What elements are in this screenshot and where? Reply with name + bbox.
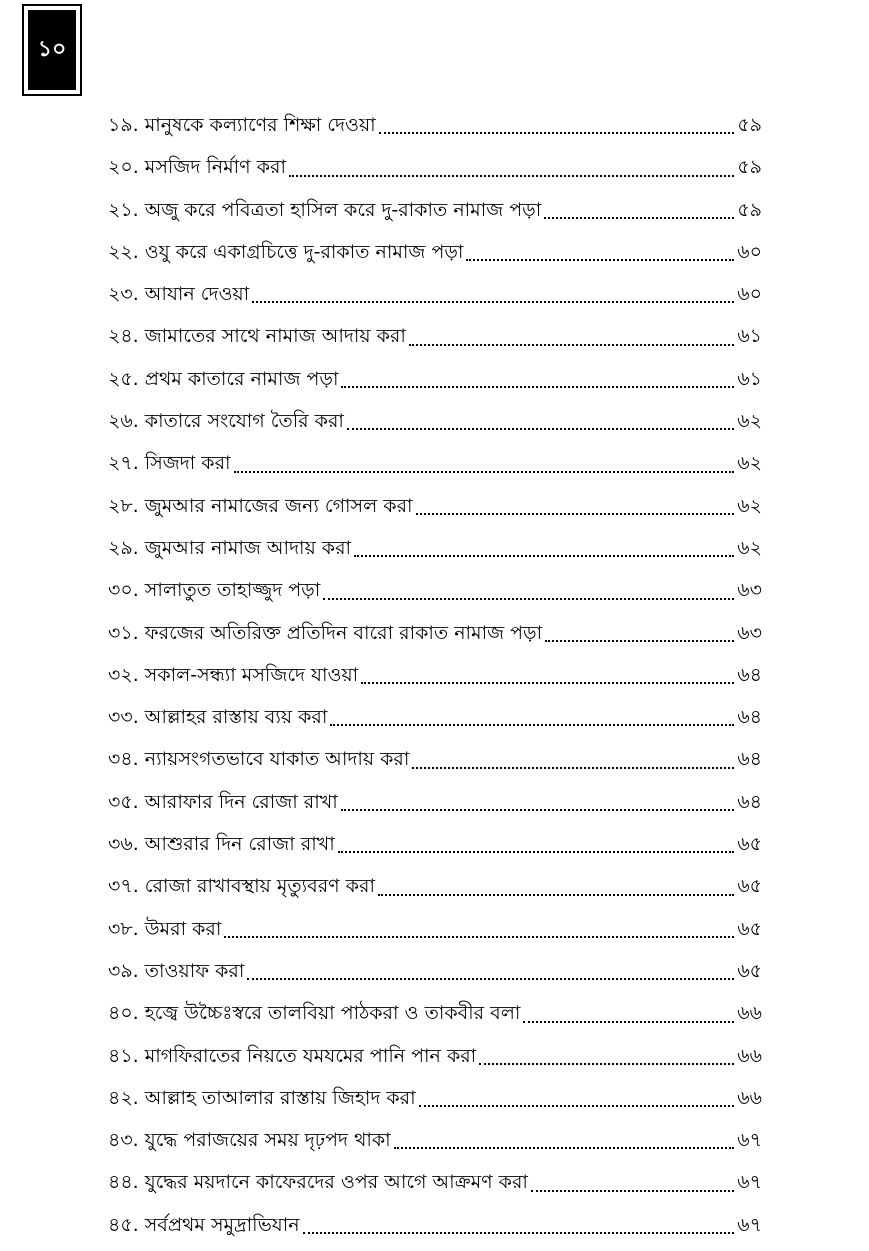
toc-entry[interactable] (108, 908, 762, 950)
dot-leader (379, 132, 735, 134)
toc-entry[interactable] (108, 442, 762, 484)
toc-entry[interactable] (108, 1204, 762, 1246)
toc-entry-title: ২৩. আযান দেওয়া (108, 283, 250, 306)
dot-leader (409, 344, 734, 346)
toc-entry-title: ৪৩. যুদ্ধে পরাজয়ের সময় দৃঢ়পদ থাকা (108, 1129, 391, 1152)
toc-entry-page: ৬০ (737, 240, 762, 263)
toc-entry-page: ৬২ (737, 410, 762, 433)
dot-leader (361, 682, 734, 684)
toc-entry-page: ৬৭ (737, 1129, 762, 1152)
toc-entry-title: ৩৬. আশুরার দিন রোজা রাখা (108, 833, 335, 856)
toc-entry[interactable] (108, 823, 762, 865)
toc-entry-title: ৩৮. উমরা করা (108, 917, 222, 940)
toc-entry-page: ৬৬ (737, 1086, 762, 1109)
toc-entry-title: ৪২. আল্লাহ তাআলার রাস্তায় জিহাদ করা (108, 1086, 416, 1109)
toc-entry-title: ২৭. সিজদা করা (108, 452, 231, 475)
toc-entry-page: ৬৫ (737, 833, 762, 856)
dot-leader (479, 1063, 734, 1065)
dot-leader (412, 767, 734, 769)
toc-entry-title: ২১. অজু করে পবিত্রতা হাসিল করে দু-রাকাত নামাজ পড়া (108, 198, 542, 221)
toc-entry-title: ২২. ওযু করে একাগ্রচিত্তে দু-রাকাত নামাজ পড়া (108, 240, 464, 263)
toc-entry-title: ২৪. জামাতের সাথে নামাজ আদায় করা (108, 325, 406, 348)
toc-entry[interactable] (108, 146, 762, 188)
toc-entry-title: ৩৩. আল্লাহর রাস্তায় ব্যয় করা (108, 706, 328, 729)
toc-entry-title: ৩৯. তাওয়াফ করা (108, 959, 245, 982)
toc-entry-title: ৩১. ফরজের অতিরিক্ত প্রতিদিন বারো রাকাত নামাজ পড়া (108, 621, 543, 644)
dot-leader (416, 513, 735, 515)
toc-entry[interactable] (108, 738, 762, 780)
toc-entry[interactable] (108, 612, 762, 654)
toc-entry-page: ৬৭ (737, 1213, 762, 1236)
toc-entry[interactable] (108, 273, 762, 315)
toc-entry-page: ৬২ (737, 494, 762, 517)
toc-entry-title: ২৫. প্রথম কাতারে নামাজ পড়া (108, 367, 339, 390)
toc-entry-page: ৫৯ (737, 156, 762, 179)
toc-entry-title: ৪০. হজ্বে উচ্চৈঃস্বরে তালবিয়া পাঠকরা ও তাকবীর বলা (108, 1002, 521, 1025)
toc-entry-page: ৬৫ (737, 917, 762, 940)
dot-leader (523, 1021, 734, 1023)
dot-leader (419, 1105, 735, 1107)
toc-entry[interactable] (108, 315, 762, 357)
toc-entry[interactable] (108, 696, 762, 738)
toc-entry-page: ৬৪ (737, 706, 762, 729)
toc-entry-title: ৩৭. রোজা রাখাবস্থায় মৃত্যুবরণ করা (108, 875, 375, 898)
toc-entry[interactable] (108, 1161, 762, 1203)
toc-entry-title: ৩৪. ন্যায়সংগতভাবে যাকাত আদায় করা (108, 748, 410, 771)
dot-leader (544, 217, 734, 219)
toc-entry-title: ৩২. সকাল-সন্ধ্যা মসজিদে যাওয়া (108, 663, 359, 686)
toc-entry[interactable] (108, 231, 762, 273)
toc-entry-page: ৫৯ (737, 114, 762, 136)
toc-entry[interactable] (108, 865, 762, 907)
dot-leader (330, 724, 734, 726)
toc-entry-page: ৬৩ (737, 621, 762, 644)
dot-leader (224, 936, 734, 938)
toc-entry-page: ৬৪ (737, 790, 762, 813)
toc-entry-title: ৪৫. সর্বপ্রথম সমুদ্রাভিযান (108, 1213, 300, 1236)
dot-leader (247, 978, 734, 980)
dot-leader (289, 175, 734, 177)
toc-entry-page: ৬১ (737, 367, 762, 390)
toc-entry-title: ২৬. কাতারে সংযোগ তৈরি করা (108, 410, 344, 433)
toc-entry-page: ৬৩ (737, 579, 762, 602)
toc-entry-page: ৬৪ (737, 663, 762, 686)
toc-entry-page: ৬৫ (737, 959, 762, 982)
toc-entry-page: ৬৬ (737, 1002, 762, 1025)
toc-entry-title: ২৮. জুমআর নামাজের জন্য গোসল করা (108, 494, 413, 517)
table-of-contents (108, 104, 762, 1246)
toc-entry[interactable] (108, 1035, 762, 1077)
toc-entry-page: ৬১ (737, 325, 762, 348)
toc-entry-page: ৬০ (737, 283, 762, 306)
toc-entry-page: ৬২ (737, 536, 762, 559)
toc-entry[interactable] (108, 189, 762, 231)
toc-entry[interactable] (108, 527, 762, 569)
toc-entry-title: ৩৫. আরাফার দিন রোজা রাখা (108, 790, 338, 813)
dot-leader (378, 894, 734, 896)
page-number-badge (22, 4, 82, 96)
dot-leader (303, 1232, 735, 1234)
dot-leader (338, 851, 735, 853)
toc-entry[interactable] (108, 1119, 762, 1161)
dot-leader (354, 555, 734, 557)
toc-entry-page: ৬২ (737, 452, 762, 475)
dot-leader (531, 1190, 734, 1192)
toc-entry-title: ২০. মসজিদ নির্মাণ করা (108, 156, 286, 179)
toc-entry[interactable] (108, 358, 762, 400)
dot-leader (394, 1147, 735, 1149)
toc-entry[interactable] (108, 485, 762, 527)
toc-entry[interactable] (108, 104, 762, 146)
dot-leader (323, 598, 734, 600)
toc-entry[interactable] (108, 781, 762, 823)
toc-entry[interactable] (108, 569, 762, 611)
toc-entry-page: ৬৬ (737, 1044, 762, 1067)
toc-entry-page: ৫৯ (737, 198, 762, 221)
toc-entry-page: ৬৪ (737, 748, 762, 771)
toc-entry[interactable] (108, 400, 762, 442)
dot-leader (545, 640, 734, 642)
toc-entry-title: ৪৪. যুদ্ধের ময়দানে কাফেরদের ওপর আগে আক্রমণ করা (108, 1171, 528, 1194)
dot-leader (347, 428, 734, 430)
dot-leader (252, 301, 734, 303)
dot-leader (341, 386, 734, 388)
toc-entry-title: ৩০. সালাতুত তাহাজ্জুদ পড়া (108, 579, 321, 602)
toc-entry[interactable] (108, 992, 762, 1034)
toc-entry[interactable] (108, 654, 762, 696)
dot-leader (341, 809, 735, 811)
toc-entry-title: ৪১. মাগফিরাতের নিয়তে যমযমের পানি পান করা (108, 1044, 477, 1067)
toc-entry[interactable] (108, 1077, 762, 1119)
dot-leader (234, 471, 735, 473)
page-number: ১০ (28, 10, 76, 90)
dot-leader (466, 259, 734, 261)
toc-entry-page: ৬৭ (737, 1171, 762, 1194)
toc-entry-title: ১৯. মানুষকে কল্যাণের শিক্ষা দেওয়া (108, 114, 376, 136)
toc-entry[interactable] (108, 950, 762, 992)
toc-entry-title: ২৯. জুমআর নামাজ আদায় করা (108, 536, 352, 559)
toc-entry-page: ৬৫ (737, 875, 762, 898)
